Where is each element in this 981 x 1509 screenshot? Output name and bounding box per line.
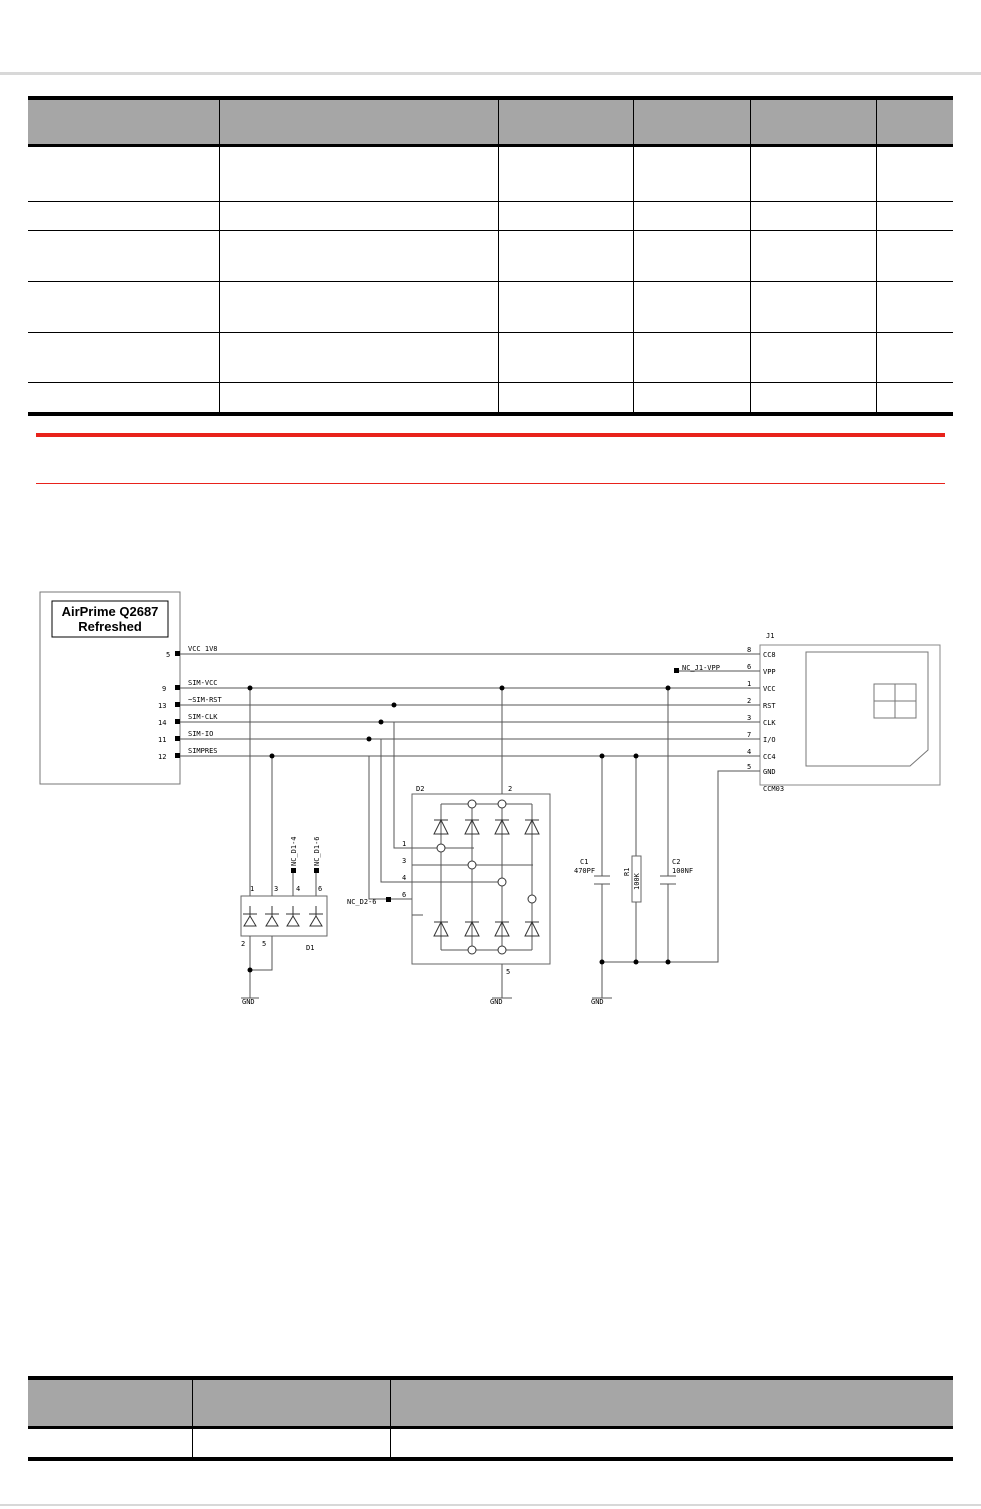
module-pin-number: 11 (158, 736, 167, 744)
c1-ref: C1 (580, 858, 589, 866)
table-header-cell (192, 1378, 390, 1427)
connector-pin-number: 6 (747, 663, 752, 671)
connector-part: CCM03 (763, 785, 785, 793)
module-pin-number: 5 (166, 651, 171, 659)
table-header-cell (390, 1378, 953, 1427)
r1-ref: R1 (623, 867, 631, 876)
connector-pin-number: 5 (747, 763, 752, 771)
d2-pin-number: 3 (402, 857, 407, 865)
table-header-row (28, 1378, 953, 1427)
c2-value: 100NF (672, 867, 694, 875)
header-rule (0, 72, 981, 75)
table-row (28, 201, 953, 230)
d2-nc-label: NC_D2-6 (347, 898, 377, 906)
d1-ref: D1 (306, 944, 315, 952)
table-header-cell (633, 98, 750, 145)
module-pin-number: 12 (158, 753, 167, 761)
d1-pin-number: 2 (241, 940, 246, 948)
connector-pin-name: GND (763, 768, 776, 776)
footer-rule (0, 1504, 981, 1506)
d1-pin-number: 5 (262, 940, 267, 948)
r1-value: 100K (633, 873, 641, 890)
table-header-cell (219, 98, 498, 145)
connector-pin-number: 4 (747, 748, 752, 756)
module-title-line2: Refreshed (78, 619, 142, 634)
connector-pin-name: I/O (763, 736, 776, 744)
table-row (28, 382, 953, 414)
module-pin-number: 14 (158, 719, 167, 727)
connector-pin-name: CC4 (763, 753, 776, 761)
connector-pin-name: CLK (763, 719, 776, 727)
gnd-label: GND (591, 998, 604, 1006)
d2-pin-number: 2 (508, 785, 513, 793)
d2-pin-number: 6 (402, 891, 407, 899)
connector-pin-name: CC8 (763, 651, 776, 659)
net-label: SIMPRES (188, 747, 218, 755)
connector-pin-number: 7 (747, 731, 752, 739)
table-row (28, 230, 953, 281)
connector-pin-number: 1 (747, 680, 752, 688)
connector-pin-name: VPP (763, 668, 776, 676)
c1-value: 470PF (574, 867, 596, 875)
net-label: SIM-VCC (188, 679, 218, 687)
table-header-cell (28, 1378, 192, 1427)
d2-pin-number: 1 (402, 840, 407, 848)
gnd-label: GND (490, 998, 503, 1006)
section-rule-thin (36, 483, 945, 484)
module-pin-number: 9 (162, 685, 167, 693)
d1-pin-number: 4 (296, 885, 301, 893)
connector-ref: J1 (766, 632, 775, 640)
table-header-cell (876, 98, 953, 145)
net-label: VCC 1V8 (188, 645, 218, 653)
section-rule-thick (36, 433, 945, 437)
d1-pin-number: 1 (250, 885, 255, 893)
table-header-cell (750, 98, 876, 145)
gnd-label: GND (242, 998, 255, 1006)
table-header-cell (28, 98, 219, 145)
d1-nc-label: NC_D1-4 (290, 836, 298, 866)
net-label: SIM-IO (188, 730, 214, 738)
connector-pin-number: 3 (747, 714, 752, 722)
d2-pin-number: 4 (402, 874, 407, 882)
d1-nc-label: NC_D1-6 (313, 836, 321, 866)
connector-pin-name: RST (763, 702, 776, 710)
net-label: SIM-CLK (188, 713, 218, 721)
connector-pin-number: 8 (747, 646, 752, 654)
table-row (28, 145, 953, 201)
table-header-cell (498, 98, 633, 145)
nc-label: NC_J1-VPP (682, 664, 720, 672)
module-pin-number: 13 (158, 702, 167, 710)
d1-pin-number: 6 (318, 885, 323, 893)
connector-pin-number: 2 (747, 697, 752, 705)
sim-interface-schematic (38, 590, 943, 1010)
table-row (28, 1427, 953, 1459)
d1-pin-number: 3 (274, 885, 279, 893)
connector-pin-name: VCC (763, 685, 776, 693)
c2-ref: C2 (672, 858, 681, 866)
module-title-line1: AirPrime Q2687 (61, 604, 159, 619)
summary-table (28, 1376, 953, 1461)
pin-table (28, 96, 953, 416)
d2-ref: D2 (416, 785, 425, 793)
net-label: ~SIM-RST (188, 696, 222, 704)
table-row (28, 332, 953, 382)
d2-pin-number: 5 (506, 968, 511, 976)
table-header-row (28, 98, 953, 145)
table-row (28, 281, 953, 332)
